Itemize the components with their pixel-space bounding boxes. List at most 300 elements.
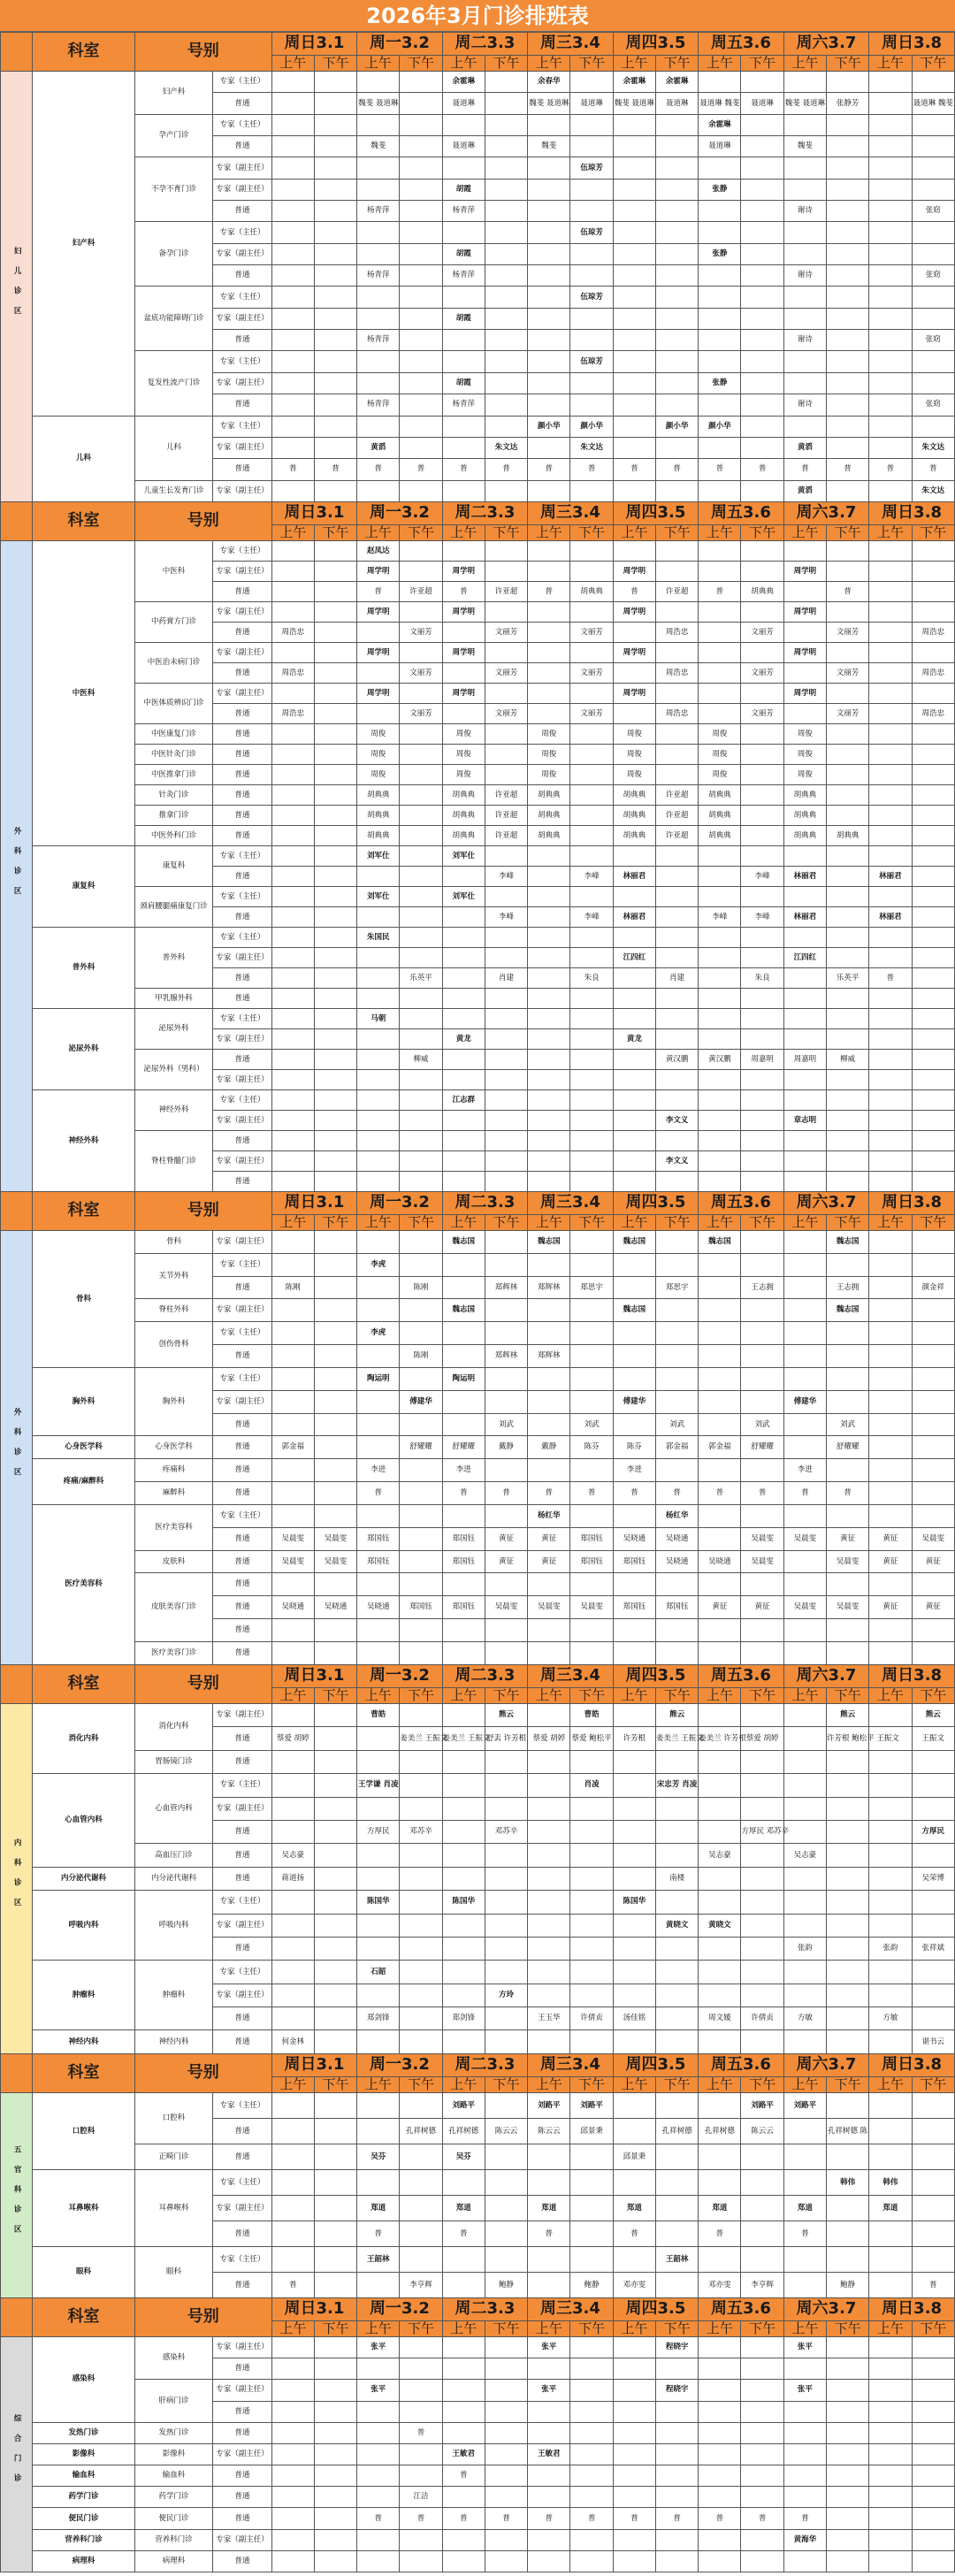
doctor-slot — [783, 623, 826, 643]
doctor-slot: 刘军仕 — [357, 887, 400, 907]
header-am: 上午 — [699, 1688, 741, 1704]
doctor-slot — [826, 1131, 868, 1151]
registration-level: 专家（副主任） — [213, 1704, 271, 1727]
doctor-slot — [400, 2144, 442, 2170]
doctor-slot — [826, 372, 868, 394]
doctor-slot — [400, 867, 442, 887]
doctor-slot — [357, 1172, 400, 1192]
registration-level: 专家（副主任） — [213, 2380, 271, 2401]
header-row — [1, 1192, 955, 1215]
registration-level: 专家（副主任） — [213, 1914, 271, 1937]
doctor-slot — [783, 704, 826, 724]
registration-level: 普通 — [213, 1482, 271, 1505]
doctor-slot — [699, 643, 741, 663]
doctor-slot — [271, 1322, 314, 1345]
doctor-slot — [314, 806, 356, 826]
doctor-slot — [485, 93, 527, 114]
doctor-slot — [528, 1070, 570, 1090]
sub-clinic-name: 医疗美容科 — [134, 1504, 212, 1550]
doctor-slot — [271, 948, 314, 968]
doctor-slot — [485, 1111, 527, 1131]
doctor-slot: 颜小华 — [699, 416, 741, 437]
doctor-slot — [912, 2529, 955, 2550]
doctor-slot: 魏斐 聂道琳 — [528, 93, 570, 114]
doctor-slot — [485, 2380, 527, 2401]
doctor-slot — [869, 582, 912, 602]
doctor-slot: 周浩忠 — [655, 623, 698, 643]
doctor-slot: 周浩忠 — [271, 704, 314, 724]
doctor-slot: 文丽芳 — [485, 623, 527, 643]
doctor-slot — [826, 2508, 868, 2529]
department-name: 康复科 — [33, 846, 135, 928]
doctor-slot — [741, 826, 783, 846]
doctor-slot — [570, 1131, 613, 1151]
registration-level: 专家（主任） — [213, 1090, 271, 1111]
doctor-slot — [699, 1345, 741, 1368]
doctor-slot — [826, 745, 868, 765]
doctor-slot — [528, 1867, 570, 1890]
doctor-slot: 李峰 — [485, 867, 527, 887]
doctor-slot — [869, 1482, 912, 1505]
doctor-slot — [613, 1984, 655, 2007]
doctor-slot — [869, 1131, 912, 1151]
doctor-slot — [741, 1111, 783, 1131]
doctor-slot — [826, 887, 868, 907]
doctor-slot — [826, 243, 868, 264]
department-name: 口腔科 — [33, 2093, 135, 2170]
doctor-slot — [314, 1322, 356, 1345]
doctor-slot — [442, 114, 485, 135]
header-day: 周六3.7 — [783, 2298, 869, 2321]
doctor-slot — [655, 1573, 698, 1596]
doctor-slot — [485, 2465, 527, 2487]
doctor-slot — [655, 989, 698, 1009]
doctor-slot — [314, 1299, 356, 1322]
doctor-slot — [314, 1844, 356, 1867]
doctor-slot — [783, 1231, 826, 1254]
doctor-slot: 普 — [400, 2508, 442, 2529]
doctor-slot — [528, 287, 570, 308]
doctor-slot: 黄征 — [485, 1550, 527, 1573]
doctor-slot — [400, 287, 442, 308]
doctor-slot — [528, 1750, 570, 1773]
doctor-slot: 杨青萍 — [357, 394, 400, 416]
doctor-slot — [528, 1322, 570, 1345]
doctor-slot — [912, 243, 955, 264]
doctor-slot — [271, 2196, 314, 2221]
doctor-slot: 郑思宇 — [570, 1276, 613, 1299]
doctor-slot — [570, 2443, 613, 2465]
doctor-slot: 周俊 — [699, 765, 741, 785]
doctor-slot — [613, 480, 655, 501]
doctor-slot — [400, 1774, 442, 1797]
doctor-slot — [485, 480, 527, 501]
doctor-slot — [442, 1111, 485, 1131]
doctor-slot — [826, 1029, 868, 1050]
sub-clinic-name: 病理科 — [134, 2550, 212, 2572]
doctor-slot — [783, 2443, 826, 2465]
doctor-slot — [570, 1820, 613, 1843]
doctor-slot: 蔡爱 鲍松平 — [570, 1727, 613, 1750]
registration-level: 普通 — [213, 1596, 271, 1619]
doctor-slot: 郑国钰 — [442, 1550, 485, 1573]
doctor-slot: 李进 — [357, 1459, 400, 1482]
doctor-slot — [869, 1299, 912, 1322]
doctor-slot: 周俊 — [442, 724, 485, 745]
doctor-slot — [400, 2030, 442, 2053]
doctor-slot — [783, 1619, 826, 1642]
doctor-slot — [570, 2422, 613, 2443]
doctor-slot: 陈芬 — [613, 1436, 655, 1459]
header-type: 号别 — [134, 1192, 271, 1231]
doctor-slot — [400, 2170, 442, 2196]
doctor-slot — [400, 948, 442, 968]
schedule-row — [1, 2144, 955, 2170]
doctor-slot — [314, 562, 356, 582]
schedule-row — [1, 1090, 955, 1111]
doctor-slot — [699, 1390, 741, 1413]
header-row — [1, 2298, 955, 2321]
header-day: 周日3.8 — [869, 2298, 955, 2321]
doctor-slot — [528, 2422, 570, 2443]
doctor-slot: 魏斐 聂道琳 — [783, 93, 826, 114]
doctor-slot — [912, 2508, 955, 2529]
doctor-slot — [314, 887, 356, 907]
doctor-slot: 王敏君 — [528, 2443, 570, 2465]
header-day: 周六3.7 — [783, 1192, 869, 1215]
doctor-slot: 李峰 — [741, 907, 783, 928]
doctor-slot — [613, 704, 655, 724]
doctor-slot — [570, 1231, 613, 1254]
doctor-slot — [400, 2093, 442, 2119]
doctor-slot — [699, 1797, 741, 1820]
doctor-slot — [699, 2380, 741, 2401]
doctor-slot — [314, 351, 356, 372]
doctor-slot: 程晓宇 — [655, 2337, 698, 2358]
registration-level: 普通 — [213, 2358, 271, 2380]
doctor-slot — [357, 1413, 400, 1436]
doctor-slot — [826, 643, 868, 663]
sub-clinic-name: 关节外科 — [134, 1253, 212, 1299]
doctor-slot — [271, 2380, 314, 2401]
doctor-slot — [570, 2401, 613, 2422]
doctor-slot: 文丽芳 — [400, 704, 442, 724]
doctor-slot — [613, 265, 655, 287]
doctor-slot — [485, 1937, 527, 1960]
doctor-slot: 李虎 — [357, 1253, 400, 1276]
schedule-row — [1, 2465, 955, 2487]
doctor-slot: 胡霞 — [442, 243, 485, 264]
schedule-table — [0, 2053, 955, 2298]
header-pm: 下午 — [485, 2321, 527, 2337]
doctor-slot — [314, 1914, 356, 1937]
doctor-slot — [741, 351, 783, 372]
doctor-slot: 郑国钰 — [357, 1527, 400, 1550]
doctor-slot — [442, 541, 485, 562]
doctor-slot — [442, 1573, 485, 1596]
doctor-slot — [442, 2358, 485, 2380]
header-day: 周一3.2 — [357, 1192, 443, 1215]
sub-clinic-name: 中医康复门诊 — [134, 724, 212, 745]
sub-clinic-name: 便民门诊 — [134, 2508, 212, 2529]
doctor-slot: 周学明 — [613, 602, 655, 623]
doctor-slot — [357, 243, 400, 264]
doctor-slot — [314, 1009, 356, 1029]
doctor-slot — [442, 1070, 485, 1090]
doctor-slot: 韩伟 — [826, 2170, 868, 2196]
doctor-slot: 普 — [869, 459, 912, 480]
header-am: 上午 — [442, 525, 485, 541]
doctor-slot — [741, 2337, 783, 2358]
doctor-slot — [613, 2422, 655, 2443]
doctor-slot: 文丽芳 — [741, 623, 783, 643]
doctor-slot: 许亚超 — [485, 785, 527, 806]
doctor-slot: 吴晓通 — [271, 1596, 314, 1619]
doctor-slot — [826, 1070, 868, 1090]
doctor-slot — [655, 1961, 698, 1984]
doctor-slot — [741, 72, 783, 93]
doctor-slot — [528, 1131, 570, 1151]
doctor-slot — [357, 1937, 400, 1960]
doctor-slot — [442, 157, 485, 179]
doctor-slot — [912, 1151, 955, 1172]
doctor-slot — [912, 1797, 955, 1820]
doctor-slot — [826, 136, 868, 157]
doctor-slot — [741, 1131, 783, 1151]
registration-level: 普通 — [213, 2119, 271, 2144]
doctor-slot — [485, 1390, 527, 1413]
doctor-slot — [357, 2422, 400, 2443]
doctor-slot — [613, 201, 655, 222]
schedule-row — [1, 1504, 955, 1527]
doctor-slot — [314, 372, 356, 394]
doctor-slot — [528, 684, 570, 704]
doctor-slot — [528, 2487, 570, 2508]
sub-clinic-name: 盆底功能障碍门诊 — [134, 287, 212, 351]
doctor-slot: 吴晨雯 — [271, 1527, 314, 1550]
header-day: 周日3.1 — [271, 1665, 357, 1688]
doctor-slot — [357, 1844, 400, 1867]
doctor-slot: 许倩贞 — [570, 2007, 613, 2030]
doctor-slot: 傅建华 — [613, 1390, 655, 1413]
doctor-slot — [314, 93, 356, 114]
doctor-slot — [783, 1504, 826, 1527]
doctor-slot: 文丽芳 — [570, 663, 613, 684]
doctor-slot: 普 — [442, 582, 485, 602]
doctor-slot — [869, 2247, 912, 2273]
doctor-slot: 周俊 — [442, 745, 485, 765]
doctor-slot: 普 — [826, 582, 868, 602]
doctor-slot — [912, 846, 955, 867]
doctor-slot: 刘路平 — [783, 2093, 826, 2119]
doctor-slot — [783, 1322, 826, 1345]
doctor-slot — [528, 1797, 570, 1820]
doctor-slot — [699, 1367, 741, 1390]
header-pm: 下午 — [485, 2077, 527, 2093]
doctor-slot — [912, 1984, 955, 2007]
doctor-slot — [912, 1090, 955, 1111]
doctor-slot: 胡典典 — [826, 826, 868, 846]
doctor-slot — [485, 2030, 527, 2053]
doctor-slot — [912, 114, 955, 135]
doctor-slot — [400, 785, 442, 806]
header-pm: 下午 — [400, 2077, 442, 2093]
header-day: 周三3.4 — [528, 1665, 614, 1688]
doctor-slot — [912, 1619, 955, 1642]
doctor-slot: 王玉华 — [528, 2007, 570, 2030]
doctor-slot — [271, 1009, 314, 1029]
doctor-slot: 刘路平 — [741, 2093, 783, 2119]
doctor-slot — [655, 1009, 698, 1029]
doctor-slot — [271, 394, 314, 416]
doctor-slot: 张静 — [699, 243, 741, 264]
doctor-slot — [869, 1774, 912, 1797]
doctor-slot: 周俊 — [699, 745, 741, 765]
doctor-slot — [741, 1797, 783, 1820]
doctor-slot: 章志明 — [783, 1111, 826, 1131]
doctor-slot — [826, 2550, 868, 2572]
schedule-row — [1, 541, 955, 562]
doctor-slot: 邓苏辛 — [485, 1820, 527, 1843]
doctor-slot: 吴晨雯 — [271, 1550, 314, 1573]
doctor-slot — [271, 2247, 314, 2273]
doctor-slot — [869, 724, 912, 745]
doctor-slot — [912, 1299, 955, 1322]
doctor-slot — [442, 2337, 485, 2358]
doctor-slot — [314, 1482, 356, 1505]
doctor-slot: 周浩忠 — [912, 623, 955, 643]
doctor-slot — [357, 1345, 400, 1368]
header-blank — [1, 33, 33, 72]
doctor-slot — [826, 222, 868, 243]
doctor-slot — [869, 1891, 912, 1914]
doctor-slot — [400, 1299, 442, 1322]
doctor-slot — [741, 989, 783, 1009]
doctor-slot — [655, 1070, 698, 1090]
sub-clinic-name: 眼科 — [134, 2247, 212, 2298]
doctor-slot — [442, 1390, 485, 1413]
doctor-slot — [655, 2465, 698, 2487]
doctor-slot: 周学明 — [613, 643, 655, 663]
header-day: 周二3.3 — [442, 33, 528, 56]
sub-clinic-name: 医疗美容门诊 — [134, 1641, 212, 1664]
doctor-slot: 张窈 — [912, 394, 955, 416]
doctor-slot — [783, 1774, 826, 1797]
doctor-slot — [826, 1891, 868, 1914]
doctor-slot — [357, 2465, 400, 2487]
doctor-slot — [485, 745, 527, 765]
doctor-slot — [655, 1253, 698, 1276]
doctor-slot — [613, 2119, 655, 2144]
doctor-slot — [699, 2247, 741, 2273]
registration-level: 普通 — [213, 1820, 271, 1843]
doctor-slot: 谌书云 — [912, 2030, 955, 2053]
doctor-slot: 余霍琳 — [655, 72, 698, 93]
doctor-slot — [528, 394, 570, 416]
doctor-slot: 郑国钰 — [442, 1596, 485, 1619]
schedule-row — [1, 2170, 955, 2196]
sub-clinic-name: 儿科 — [134, 416, 212, 480]
doctor-slot — [570, 114, 613, 135]
doctor-slot — [655, 480, 698, 501]
doctor-slot — [485, 1774, 527, 1797]
doctor-slot: 南楼 — [655, 1867, 698, 1890]
doctor-slot — [442, 1009, 485, 1029]
doctor-slot — [783, 1253, 826, 1276]
doctor-slot: 颜小华 — [655, 416, 698, 437]
doctor-slot: 刘武 — [741, 1413, 783, 1436]
doctor-slot: 胡霞 — [442, 372, 485, 394]
doctor-slot: 张平 — [528, 2380, 570, 2401]
doctor-slot — [826, 562, 868, 582]
header-day: 周六3.7 — [783, 2054, 869, 2077]
doctor-slot — [442, 1844, 485, 1867]
doctor-slot — [400, 480, 442, 501]
header-am: 上午 — [271, 1215, 314, 1231]
doctor-slot — [741, 1253, 783, 1276]
doctor-slot — [826, 1345, 868, 1368]
doctor-slot: 曹皓 — [570, 1704, 613, 1727]
doctor-slot — [613, 2465, 655, 2487]
doctor-slot — [400, 1413, 442, 1436]
doctor-slot — [869, 1436, 912, 1459]
doctor-slot — [655, 351, 698, 372]
doctor-slot — [826, 1820, 868, 1843]
schedule-row — [1, 1367, 955, 1390]
doctor-slot — [699, 1276, 741, 1299]
registration-level: 专家（副主任） — [213, 157, 271, 179]
doctor-slot — [826, 179, 868, 200]
doctor-slot — [357, 1090, 400, 1111]
sub-clinic-name: 呼吸内科 — [134, 1891, 212, 1961]
sub-clinic-name: 泌尿外科（男科） — [134, 1050, 212, 1090]
schedule-row — [1, 2508, 955, 2529]
doctor-slot — [613, 222, 655, 243]
doctor-slot: 黄征 — [869, 1527, 912, 1550]
sub-clinic-name: 正畸门诊 — [134, 2144, 212, 2170]
registration-level: 普通 — [213, 1867, 271, 1890]
registration-level: 普通 — [213, 867, 271, 887]
registration-level: 普通 — [213, 704, 271, 724]
doctor-slot — [826, 1504, 868, 1527]
doctor-slot — [912, 1231, 955, 1254]
doctor-slot — [699, 287, 741, 308]
doctor-slot — [314, 416, 356, 437]
doctor-slot — [314, 2529, 356, 2550]
doctor-slot: 黄晓文 — [699, 1914, 741, 1937]
doctor-slot — [741, 724, 783, 745]
doctor-slot: 郭金福 — [655, 1436, 698, 1459]
doctor-slot: 文丽芳 — [485, 704, 527, 724]
doctor-slot — [528, 1299, 570, 1322]
doctor-slot — [271, 2465, 314, 2487]
doctor-slot — [271, 2170, 314, 2196]
doctor-slot — [485, 157, 527, 179]
doctor-slot — [869, 2487, 912, 2508]
doctor-slot — [655, 684, 698, 704]
header-day: 周六3.7 — [783, 502, 869, 525]
doctor-slot — [485, 1029, 527, 1050]
doctor-slot — [570, 989, 613, 1009]
sub-clinic-name: 中医体质辨识门诊 — [134, 684, 212, 724]
doctor-slot — [912, 2465, 955, 2487]
doctor-slot — [528, 1459, 570, 1482]
doctor-slot — [699, 1704, 741, 1727]
doctor-slot — [912, 562, 955, 582]
doctor-slot: 乐英平 — [400, 968, 442, 989]
doctor-slot — [655, 1345, 698, 1368]
doctor-slot — [400, 1984, 442, 2007]
